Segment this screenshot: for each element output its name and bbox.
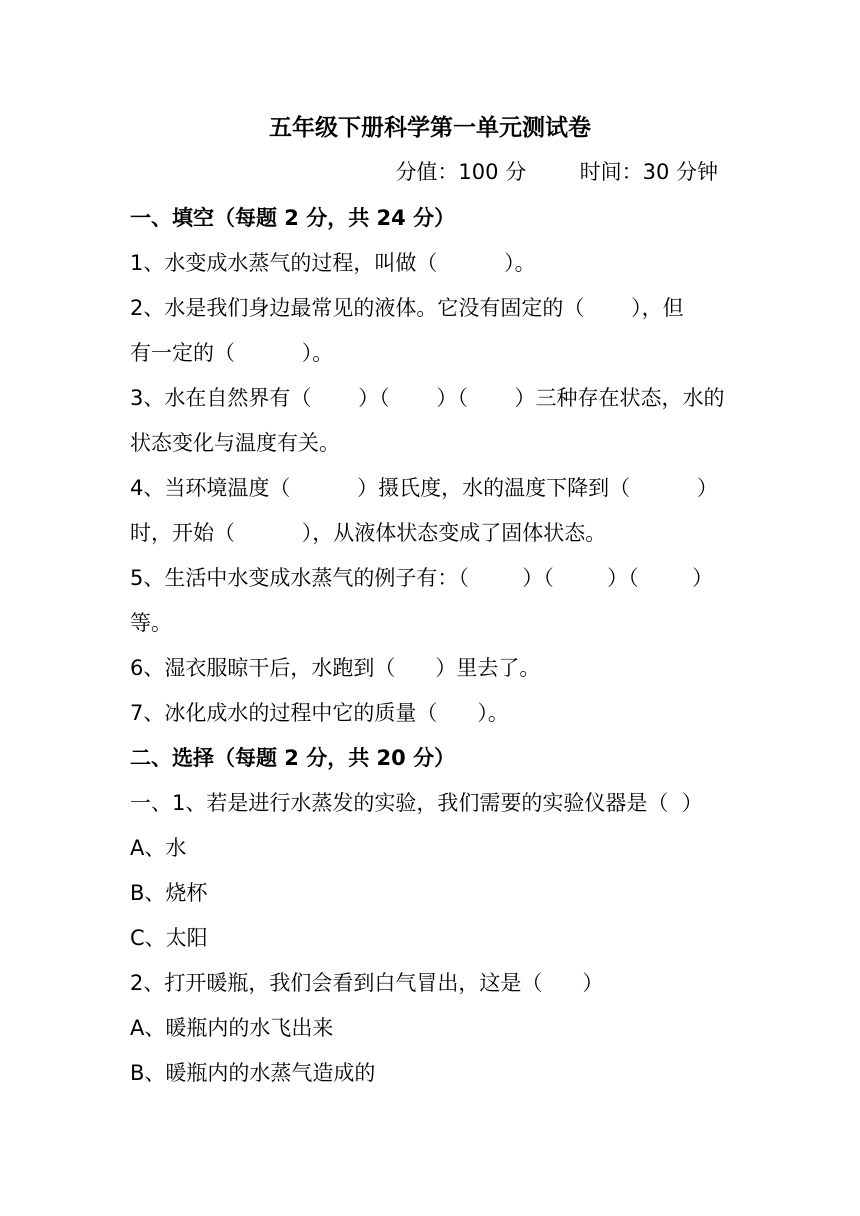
question-line: 7、冰化成水的过程中它的质量（ ）。 <box>130 701 509 725</box>
option-line: B、暖瓶内的水蒸气造成的 <box>130 1061 376 1085</box>
question-line: 1、水变成水蒸气的过程，叫做（ ）。 <box>130 251 536 275</box>
question-line: 2、水是我们身边最常见的液体。它没有固定的（ ），但 <box>130 296 684 320</box>
question-line: 3、水在自然界有（ ）（ ）（ ）三种存在状态，水的 <box>130 386 725 410</box>
page-title: 五年级下册科学第一单元测试卷 <box>269 115 591 141</box>
option-line: C、太阳 <box>130 926 208 950</box>
option-line: A、暖瓶内的水飞出来 <box>130 1016 334 1040</box>
question-line: 4、当环境温度（ ）摄氏度，水的温度下降到（ ） <box>130 476 718 500</box>
option-line: B、烧杯 <box>130 881 208 905</box>
score-time-info: 分值：100 分 时间：30 分钟 <box>395 160 718 184</box>
option-line: A、水 <box>130 836 187 860</box>
section2-heading: 二、选择（每题 2 分，共 20 分） <box>130 746 456 770</box>
question-line: 状态变化与温度有关。 <box>130 431 340 455</box>
question-line: 时，开始（ ），从液体状态变成了固体状态。 <box>130 521 607 545</box>
question-line: 等。 <box>130 611 172 635</box>
question-line: 6、湿衣服晾干后，水跑到（ ）里去了。 <box>130 656 541 680</box>
question-line: 5、生活中水变成水蒸气的例子有：（ ）（ ）（ ） <box>130 566 714 590</box>
section1-heading: 一、填空（每题 2 分，共 24 分） <box>130 206 456 230</box>
question-line: 一、1、若是进行水蒸发的实验，我们需要的实验仪器是（ ） <box>130 791 703 815</box>
question-line: 有一定的（ ）。 <box>130 341 334 365</box>
question-line: 2、打开暖瓶，我们会看到白气冒出，这是（ ） <box>130 971 604 995</box>
